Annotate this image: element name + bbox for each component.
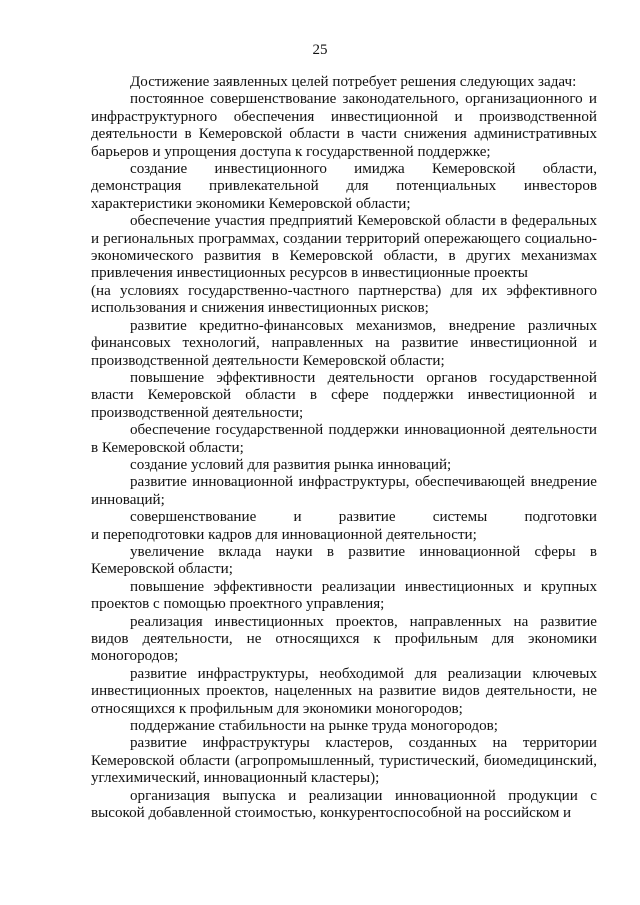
document-body (91, 74, 597, 822)
paragraph-task: организация выпуска и реализации инновационной продукции с высокой добавленной стоимостью, конкурентоспособной на российском и (91, 787, 597, 822)
paragraph-task: поддержание стабильности на рынке труда моногородов; (130, 718, 498, 735)
paragraph-task-continuation: (на условиях государственно-частного партнерства) для их эффективного использования и снижения инвестиционных рисков; (91, 282, 597, 317)
paragraph-task: реализация инвестиционных проектов, направленных на развитие видов деятельности, не относящихся к профильным для экономики моногородов; (91, 613, 597, 665)
paragraph-task: обеспечение государственной поддержки инновационной деятельности в Кемеровской области; (91, 422, 597, 456)
paragraph-task: совершенствование и развитие системы подготовки (130, 509, 597, 526)
paragraph-task-continuation: и переподготовки кадров для инновационной деятельности; (91, 526, 477, 543)
paragraph-task: развитие кредитно-финансовых механизмов, внедрение различных финансовых технологий, направленных на развитие инвестиционной и производственной деятельности Кемеровской области; (91, 317, 597, 369)
paragraph-task: повышение эффективности деятельности органов государственной власти Кемеровской области в сфере поддержки инвестиционной и производственной деятельности; (91, 369, 597, 421)
paragraph-intro: Достижение заявленных целей потребует решения следующих задач: (130, 74, 577, 90)
paragraph-task: создание инвестиционного имиджа Кемеровской области, демонстрация привлекательной для потенциальных инвесторов характеристики экономики Кемеровской области; (91, 161, 597, 212)
paragraph-task: создание условий для развития рынка инноваций; (130, 456, 452, 473)
paragraph-task: развитие инфраструктуры, необходимой для реализации ключевых инвестиционных проектов, нацеленных на развитие видов деятельности, не относящихся к профильным для экономики моногородов; (91, 665, 597, 717)
paragraph-task: постоянное совершенствование законодательного, организационного и инфраструктурного обеспечения инвестиционной и производственной деятельности в Кемеровской области в части снижения административных барьеров и упрощения доступа к государственной поддержке; (91, 91, 597, 160)
page-number: 25 (312, 42, 328, 58)
paragraph-task: развитие инновационной инфраструктуры, обеспечивающей внедрение инноваций; (91, 474, 597, 508)
paragraph-task: развитие инфраструктуры кластеров, созданных на территории Кемеровской области (агропромышленный, туристический, биомедицинский, углехимический, инновационный кластеры); (91, 735, 597, 787)
paragraph-task: увеличение вклада науки в развитие инновационной сферы в Кемеровской области; (91, 543, 597, 578)
paragraph-task: обеспечение участия предприятий Кемеровской области в федеральных и региональных программах, создании территорий опережающего социально-экономического развития в Кемеровской области, в других механизмах привлечения инвестиционных ресурсов в инвестиционные проекты (91, 213, 597, 282)
paragraph-task: повышение эффективности реализации инвестиционных и крупных проектов с помощью проектного управления; (91, 578, 597, 613)
